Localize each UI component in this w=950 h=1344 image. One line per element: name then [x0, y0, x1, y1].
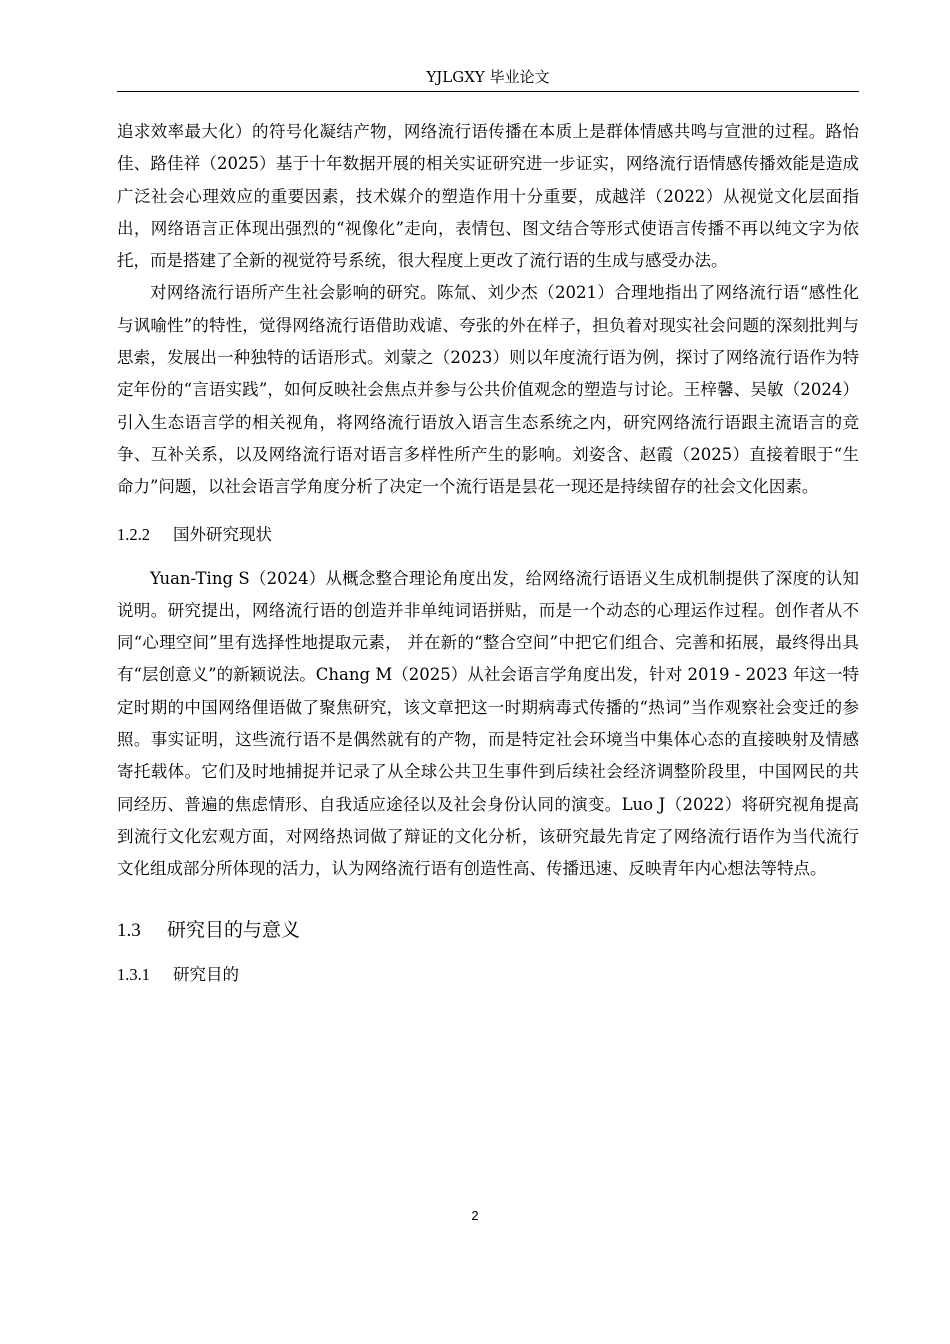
- section-heading-1-3-1: [117, 959, 859, 991]
- header-rule: [117, 91, 859, 92]
- section-number: 1.3: [117, 919, 141, 941]
- section-title: 国外研究现状: [173, 524, 272, 544]
- paragraph-2: 对网络流行语所产生社会影响的研究。陈氚、刘少杰（2021）合理地指出了网络流行语“感性化与讽喻性”的特性，觉得网络流行语借助戏谑、夸张的外在样子，担负着对现实社会问题的深刻批判与思索，发展出一种独特的话语形式。刘蒙之（2023）则以年度流行语为例，探讨了网络流行语作为特定年份的“言语实践”，如何反映社会焦点并参与公共价值观念的塑造与讨论。王梓馨、吴敏（2024）引入生态语言学的相关视角，将网络流行语放入语言生态系统之内，研究网络流行语跟主流语言的竞争、互补关系，以及网络流行语对语言多样性所产生的影响。刘姿含、赵霞（2025）直接着眼于“生命力”问题，以社会语言学角度分析了决定一个流行语是昙花一现还是持续留存的社会文化因素。: [117, 283, 859, 497]
- paragraph-1: 追求效率最大化）的符号化凝结产物，网络流行语传播在本质上是群体情感共鸣与宣泄的过程。路怡佳、路佳祥（2025）基于十年数据开展的相关实证研究进一步证实，网络流行语情感传播效能是造成广泛社会心理效应的重要因素，技术媒介的塑造作用十分重要，成越洋（2022）从视觉文化层面指出，网络语言正体现出强烈的“视像化”走向，表情包、图文结合等形式使语言传播不再以纯文字为依托，而是搭建了全新的视觉符号系统，很大程度上更改了流行语的生成与感受办法。: [117, 122, 859, 271]
- section-number: 1.2.2: [117, 524, 150, 544]
- page-number: 2: [471, 1208, 479, 1223]
- page-body: [117, 116, 859, 1003]
- paragraph-3: Yuan-Ting S（2024）从概念整合理论角度出发，给网络流行语语义生成机制提供了深度的认知说明。研究提出，网络流行语的创造并非单纯词语拼贴，而是一个动态的心理运作过程。创作者从不同“心理空间”里有选择性地提取元素， 并在新的“整合空间”中把它们组合、完善和拓展，最终得出具有“层创意义”的新颖说法。Chang M（2025）从社会语言学角度出发，针对 2019 - 2023 年这一特定时期的中国网络俚语做了聚焦研究，该文章把这一时期病毒式传播的“热词”当作观察社会变迁的参照。事实证明，这些流行语不是偶然就有的产物，而是特定社会环境当中集体心态的直接映射及情感寄托载体。它们及时地捕捉并记录了从全球公共卫生事件到后续社会经济调整阶段里，中国网民的共同经历、普遍的焦虑情形、自我适应途径以及社会身份认同的演变。Luo J（2022）将研究视角提高到流行文化宏观方面，对网络热词做了辩证的文化分析，该研究最先肯定了网络流行语作为当代流行文化组成部分所体现的活力，认为网络流行语有创造性高、传播迅速、反映青年内心想法等特点。: [117, 568, 859, 879]
- section-title: 研究目的: [173, 964, 239, 984]
- section-title: 研究目的与意义: [167, 918, 301, 941]
- section-number: 1.3.1: [117, 964, 150, 984]
- page-header: YJLGXY 毕业论文: [426, 68, 550, 86]
- section-heading-1-3: [117, 912, 859, 949]
- section-heading-1-2-2: [117, 519, 859, 551]
